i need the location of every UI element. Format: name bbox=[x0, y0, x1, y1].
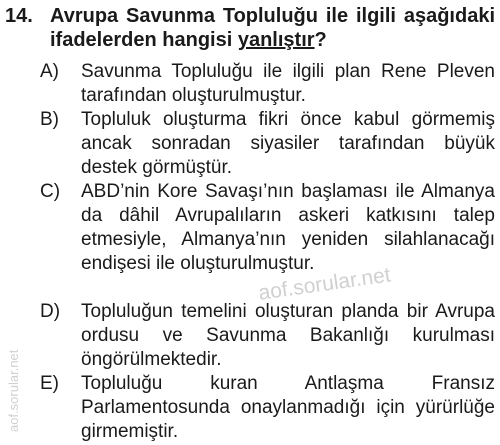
option-e[interactable] bbox=[40, 372, 495, 444]
option-text: ABD’nin Kore Savaşı’nın başlaması ile Almanya da dâhil Avrupalıların askeri katkısını talep etmesiyle, Almanya’nın yeniden silahlanacağı endişesi ile oluşturulmuştur. bbox=[81, 181, 495, 274]
question-stem-end: ? bbox=[314, 29, 327, 51]
option-text: Topluluk oluşturma fikri önce kabul görmemiş ancak sonradan siyasiler tarafından büyük destek görmüştür. bbox=[81, 109, 495, 178]
option-letter: B) bbox=[40, 109, 59, 130]
option-d[interactable] bbox=[40, 300, 495, 372]
option-c[interactable] bbox=[40, 180, 495, 276]
option-text: Topluluğu kuran Antlaşma Fransız Parlamentosunda onaylanmadığı için yürürlüğe girmemiştir. bbox=[81, 373, 495, 442]
question-stem bbox=[50, 4, 495, 52]
watermark-center: aof.sorular.net bbox=[257, 263, 392, 305]
watermark-side: aof.sorular.net bbox=[6, 349, 21, 432]
option-letter: A) bbox=[40, 61, 59, 82]
option-letter: C) bbox=[40, 181, 61, 202]
question-number: 14. bbox=[5, 5, 33, 27]
option-text: Savunma Topluluğu ile ilgili plan Rene Pleven tarafından oluşturulmuştur. bbox=[81, 61, 495, 106]
option-text: Topluluğun temelini oluşturan planda bir Avrupa ordusu ve Savunma Bakanlığı kurulması öngörülmektedir. bbox=[81, 301, 495, 370]
option-a[interactable] bbox=[40, 60, 495, 108]
option-letter: D) bbox=[40, 301, 61, 322]
option-letter: E) bbox=[40, 373, 59, 394]
question-stem-text: Avrupa Savunma Topluluğu ile ilgili aşağıdaki ifadelerden hangisi bbox=[50, 5, 495, 51]
option-b[interactable] bbox=[40, 108, 495, 180]
question-stem-underlined: yanlıştır bbox=[237, 29, 315, 51]
